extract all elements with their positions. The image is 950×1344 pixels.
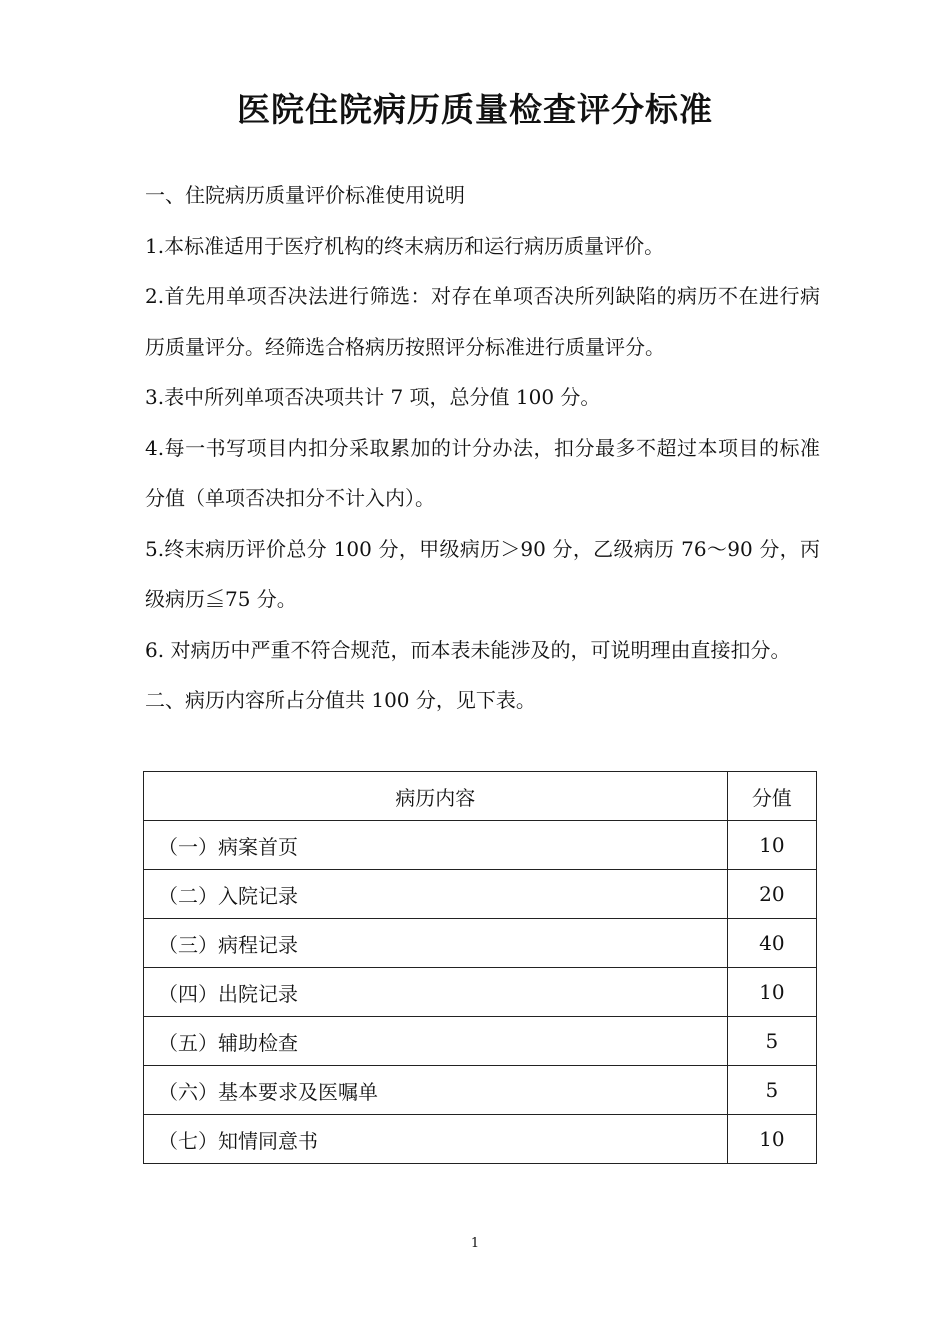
section2-heading: 二、病历内容所占分值共 100 分，见下表。 (145, 688, 536, 712)
table-row (144, 870, 817, 919)
section1-heading: 一、住院病历质量评价标准使用说明 (145, 183, 465, 207)
table-cell-content: （一）病案首页 (144, 821, 728, 870)
table-cell-score: 10 (727, 968, 816, 1017)
list-item: 5.终末病历评价总分 100 分，甲级病历＞90 分，乙级病历 76～90 分，丙级病历≦75 分。 (145, 536, 820, 611)
table-cell-score: 40 (727, 919, 816, 968)
table-cell-score: 10 (727, 1115, 816, 1164)
table-cell-score: 5 (727, 1066, 816, 1115)
list-item: 2.首先用单项否决法进行筛选：对存在单项否决所列缺陷的病历不在进行病历质量评分。经筛选合格病历按照评分标准进行质量评分。 (145, 284, 820, 359)
page-number: 1 (470, 1236, 480, 1251)
table-cell-content: （三）病程记录 (144, 919, 728, 968)
list-item: 1.本标准适用于医疗机构的终末病历和运行病历质量评价。 (145, 233, 665, 258)
table-row (144, 1115, 817, 1164)
table-cell-score: 20 (727, 870, 816, 919)
table-cell-content: （四）出院记录 (144, 968, 728, 1017)
table-cell-content: （六）基本要求及医嘱单 (144, 1066, 728, 1115)
table-cell-score: 5 (727, 1017, 816, 1066)
table-header-row (144, 772, 817, 821)
list-item: 4.每一书写项目内扣分采取累加的计分办法，扣分最多不超过本项目的标准分值（单项否决扣分不计入内）。 (145, 435, 820, 510)
table-cell-content: （二）入院记录 (144, 870, 728, 919)
table-row (144, 1017, 817, 1066)
table-cell-content: （七）知情同意书 (144, 1115, 728, 1164)
body-text (145, 170, 820, 726)
score-table (143, 771, 817, 1164)
table-row (144, 968, 817, 1017)
page-title: 医院住院病历质量检查评分标准 (237, 90, 713, 129)
list-item: 3.表中所列单项否决项共计 7 项，总分值 100 分。 (145, 385, 601, 409)
table-row (144, 1066, 817, 1115)
table-header-content: 病历内容 (144, 772, 728, 821)
table-header-score: 分值 (727, 772, 816, 821)
table-cell-content: （五）辅助检查 (144, 1017, 728, 1066)
list-item: 6. 对病历中严重不符合规范，而本表未能涉及的，可说明理由直接扣分。 (145, 637, 791, 662)
table-row (144, 919, 817, 968)
table-cell-score: 10 (727, 821, 816, 870)
table-row (144, 821, 817, 870)
